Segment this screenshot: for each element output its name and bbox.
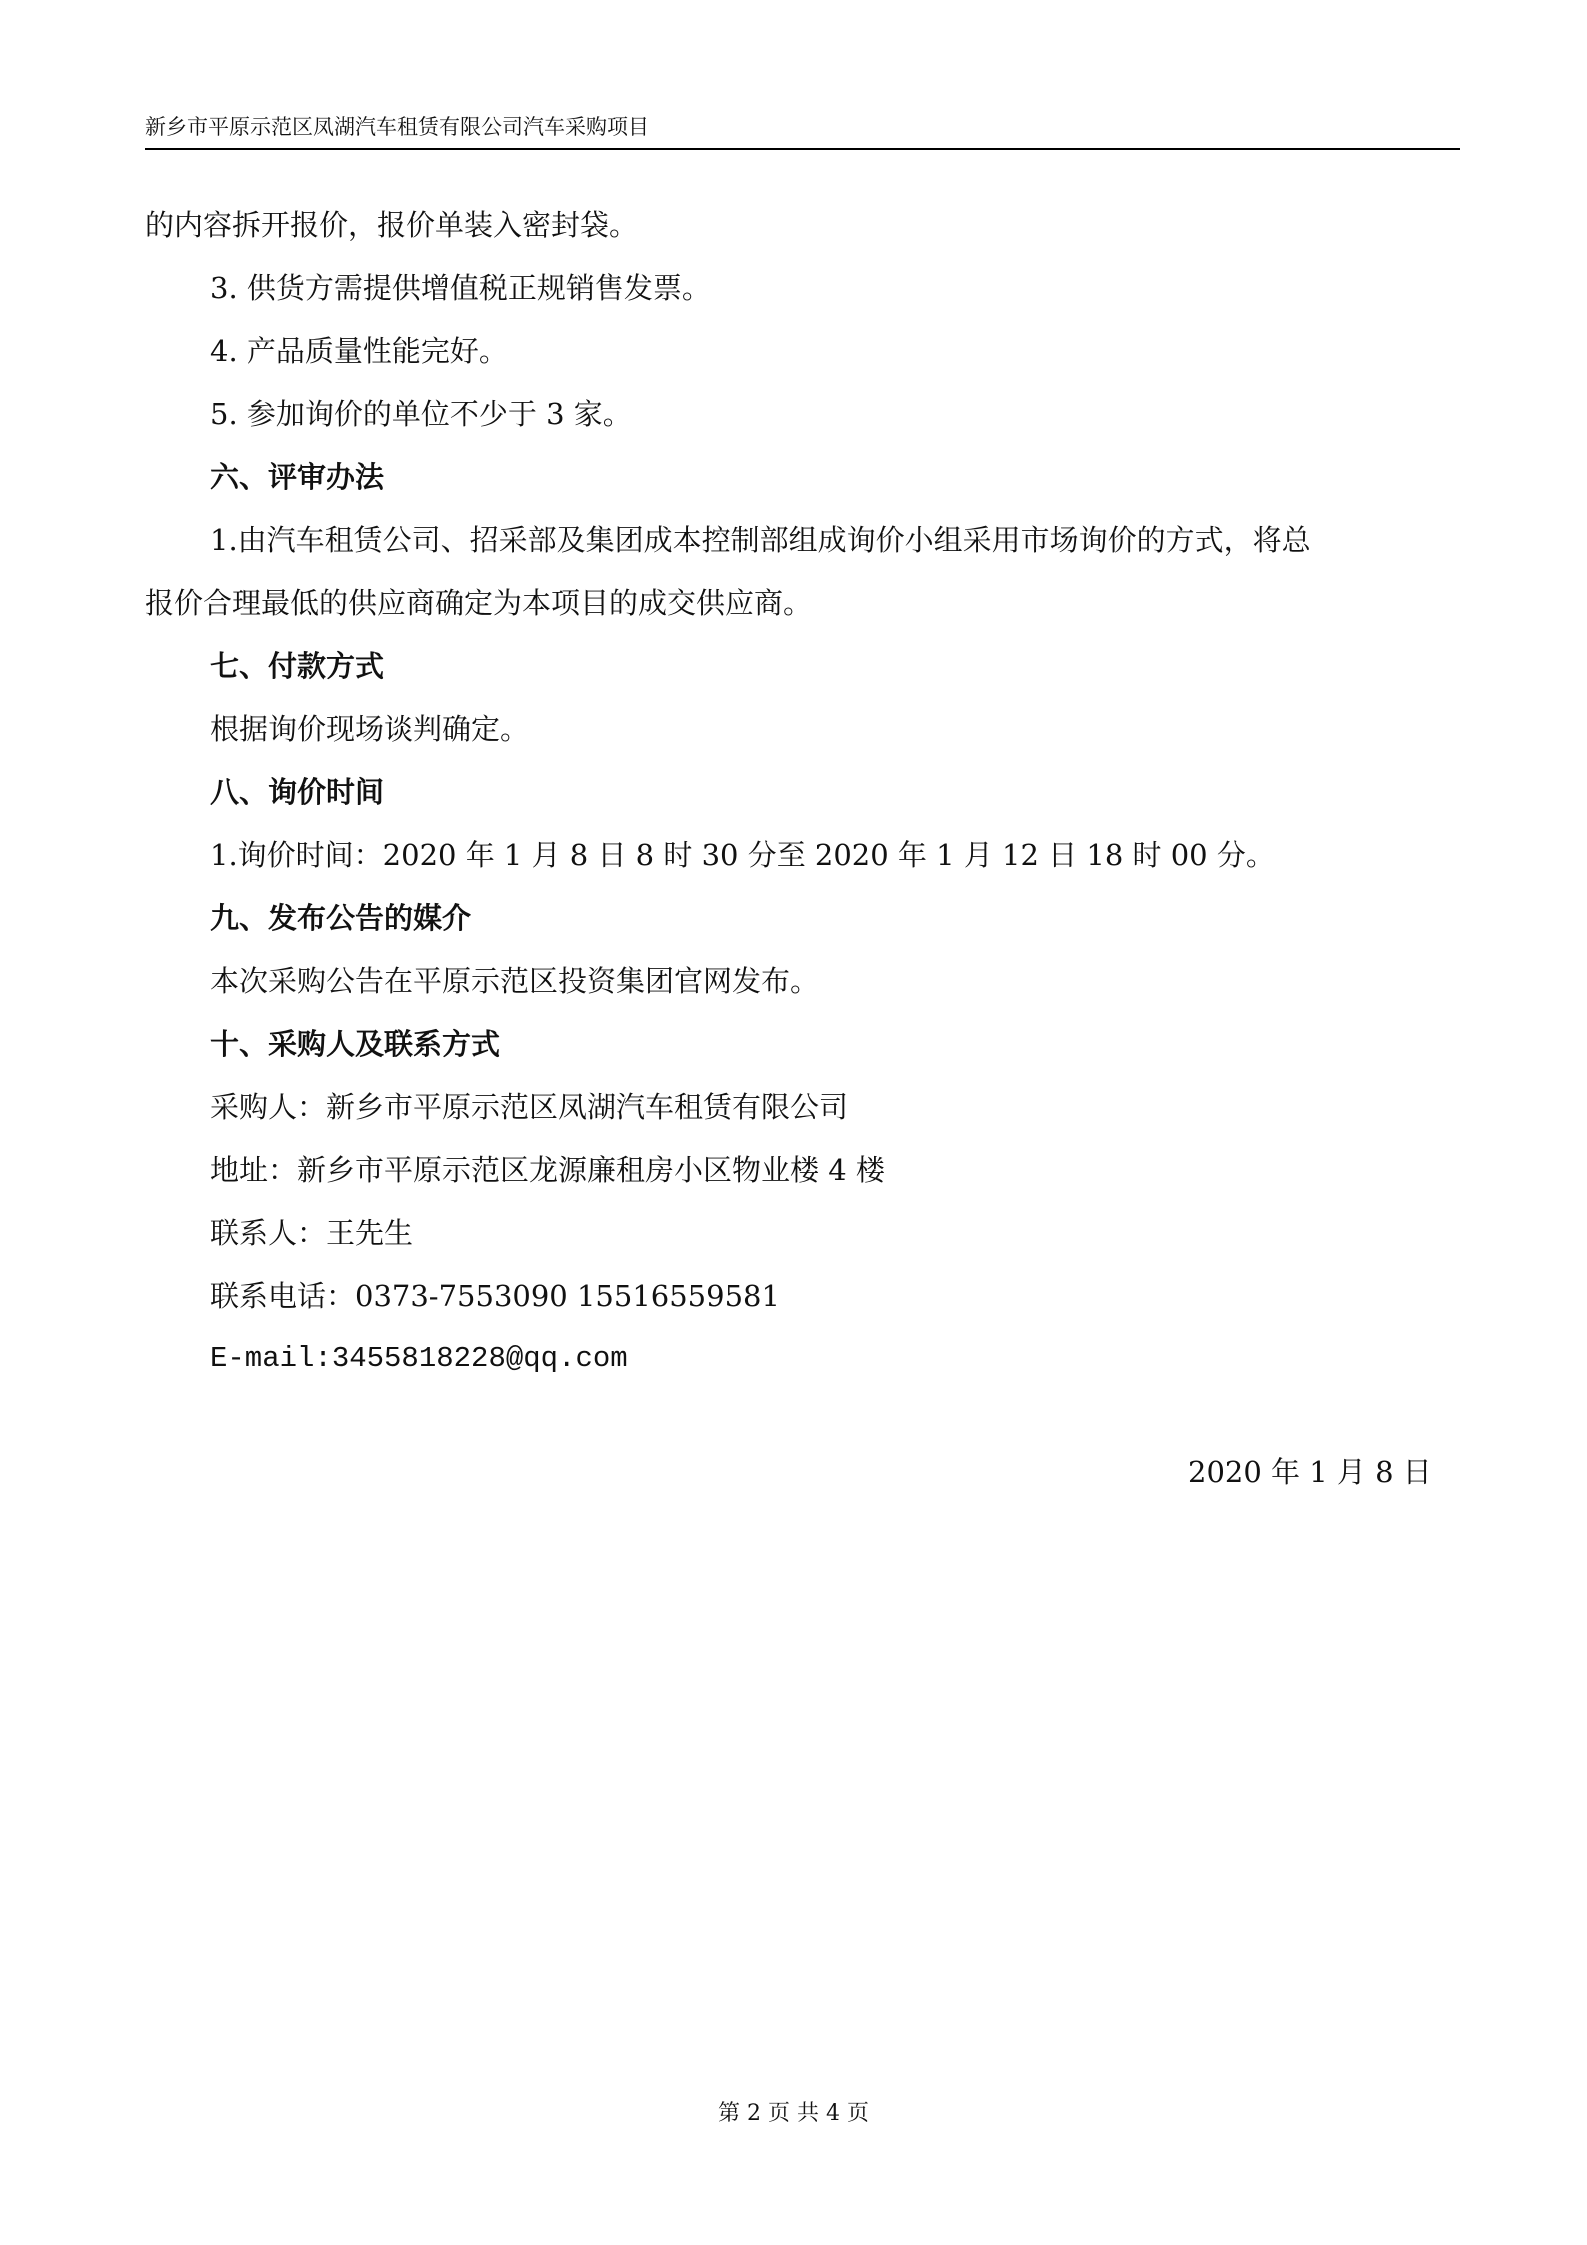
page-header xyxy=(145,112,1460,150)
list-item-5: 5. 参加询价的单位不少于 3 家。 xyxy=(210,397,632,431)
header-title: 新乡市平原示范区凤湖汽车租赁有限公司汽车采购项目 xyxy=(145,115,649,139)
paragraph-continuation: 的内容拆开报价，报价单装入密封袋。 xyxy=(145,208,639,242)
evaluation-paragraph-line-1: 1.由汽车租赁公司、招采部及集团成本控制部组成询价小组采用市场询价的方式，将总 xyxy=(210,523,1311,557)
media-text: 本次采购公告在平原示范区投资集团官网发布。 xyxy=(210,964,820,998)
list-item-4: 4. 产品质量性能完好。 xyxy=(210,334,508,368)
section-heading-evaluation: 六、评审办法 xyxy=(210,460,385,494)
section-heading-inquiry-time: 八、询价时间 xyxy=(210,775,385,809)
address-text: 地址：新乡市平原示范区龙源廉租房小区物业楼 4 楼 xyxy=(210,1153,885,1187)
document-date: 2020 年 1 月 8 日 xyxy=(1188,1455,1432,1489)
list-item-3: 3. 供货方需提供增值税正规销售发票。 xyxy=(210,271,711,305)
purchaser-text: 采购人：新乡市平原示范区凤湖汽车租赁有限公司 xyxy=(210,1090,849,1124)
contact-person-text: 联系人：王先生 xyxy=(210,1216,414,1250)
evaluation-paragraph-line-2: 报价合理最低的供应商确定为本项目的成交供应商。 xyxy=(145,586,813,620)
page-footer: 第 2 页 共 4 页 xyxy=(718,2101,869,2126)
phone-text: 联系电话：0373-7553090 15516559581 xyxy=(210,1279,780,1313)
section-heading-contact: 十、采购人及联系方式 xyxy=(210,1027,501,1061)
email-text: E-mail:3455818228@qq.com xyxy=(210,1342,628,1375)
section-heading-media: 九、发布公告的媒介 xyxy=(210,901,472,935)
section-heading-payment: 七、付款方式 xyxy=(210,649,385,683)
payment-text: 根据询价现场谈判确定。 xyxy=(210,712,530,746)
inquiry-time-text: 1.询价时间：2020 年 1 月 8 日 8 时 30 分至 2020 年 1 月 12 日 18 时 00 分。 xyxy=(210,838,1275,872)
